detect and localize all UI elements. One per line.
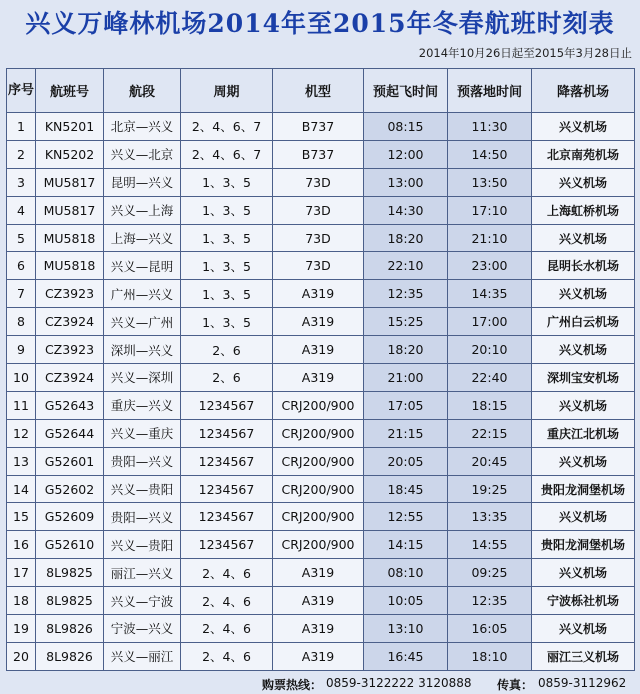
cell-seq: 4	[7, 196, 36, 224]
table-row	[7, 224, 635, 252]
cell-departure: 12:35	[364, 280, 448, 308]
cell-departure: 12:00	[364, 140, 448, 168]
cell-arrival: 18:10	[448, 642, 532, 670]
cell-days: 2、6	[181, 336, 273, 364]
header-days: 周期	[181, 69, 273, 113]
cell-days: 1234567	[181, 531, 273, 559]
cell-route: 兴义—广州	[104, 308, 181, 336]
cell-arrival: 20:10	[448, 336, 532, 364]
cell-days: 1、3、5	[181, 196, 273, 224]
cell-aircraft: CRJ200/900	[273, 419, 364, 447]
cell-days: 2、4、6、7	[181, 113, 273, 141]
table-row	[7, 559, 635, 587]
cell-days: 2、4、6	[181, 587, 273, 615]
table-row	[7, 364, 635, 392]
cell-flight: KN5202	[36, 140, 104, 168]
cell-seq: 15	[7, 503, 36, 531]
cell-departure: 21:00	[364, 364, 448, 392]
cell-route: 兴义—昆明	[104, 252, 181, 280]
cell-destination: 兴义机场	[532, 615, 635, 643]
header-flight: 航班号	[36, 69, 104, 113]
table-row	[7, 447, 635, 475]
cell-departure: 14:30	[364, 196, 448, 224]
header-destination: 降落机场	[532, 69, 635, 113]
table-row	[7, 140, 635, 168]
cell-route: 重庆—兴义	[104, 391, 181, 419]
cell-flight: G52609	[36, 503, 104, 531]
cell-route: 丽江—兴义	[104, 559, 181, 587]
cell-days: 1234567	[181, 391, 273, 419]
cell-departure: 13:00	[364, 168, 448, 196]
table-row	[7, 642, 635, 670]
cell-days: 1234567	[181, 503, 273, 531]
cell-departure: 15:25	[364, 308, 448, 336]
cell-seq: 6	[7, 252, 36, 280]
table-row	[7, 280, 635, 308]
cell-flight: G52601	[36, 447, 104, 475]
table-row	[7, 615, 635, 643]
cell-days: 1、3、5	[181, 308, 273, 336]
validity-period: 2014年10月26日起至2015年3月28日止	[418, 46, 632, 60]
cell-flight: CZ3924	[36, 364, 104, 392]
cell-seq: 13	[7, 447, 36, 475]
cell-days: 2、4、6	[181, 642, 273, 670]
cell-departure: 12:55	[364, 503, 448, 531]
cell-aircraft: 73D	[273, 252, 364, 280]
cell-seq: 2	[7, 140, 36, 168]
cell-flight: G52644	[36, 419, 104, 447]
cell-flight: CZ3924	[36, 308, 104, 336]
cell-seq: 14	[7, 475, 36, 503]
cell-destination: 贵阳龙洞堡机场	[532, 531, 635, 559]
cell-flight: 8L9826	[36, 615, 104, 643]
cell-flight: G52643	[36, 391, 104, 419]
cell-arrival: 11:30	[448, 113, 532, 141]
cell-seq: 8	[7, 308, 36, 336]
cell-flight: G52602	[36, 475, 104, 503]
cell-seq: 5	[7, 224, 36, 252]
schedule-body	[7, 113, 635, 671]
cell-aircraft: CRJ200/900	[273, 531, 364, 559]
cell-aircraft: CRJ200/900	[273, 391, 364, 419]
table-row	[7, 531, 635, 559]
hotline-value: 0859-3122222 3120888	[326, 676, 472, 690]
cell-aircraft: A319	[273, 336, 364, 364]
cell-aircraft: 73D	[273, 168, 364, 196]
cell-arrival: 14:50	[448, 140, 532, 168]
cell-flight: 8L9826	[36, 642, 104, 670]
cell-route: 上海—兴义	[104, 224, 181, 252]
cell-destination: 北京南苑机场	[532, 140, 635, 168]
cell-destination: 昆明长水机场	[532, 252, 635, 280]
cell-days: 1、3、5	[181, 168, 273, 196]
cell-flight: MU5818	[36, 224, 104, 252]
cell-destination: 兴义机场	[532, 336, 635, 364]
cell-flight: CZ3923	[36, 280, 104, 308]
cell-destination: 宁波栎社机场	[532, 587, 635, 615]
cell-route: 广州—兴义	[104, 280, 181, 308]
cell-days: 2、6	[181, 364, 273, 392]
cell-destination: 兴义机场	[532, 447, 635, 475]
cell-arrival: 13:50	[448, 168, 532, 196]
cell-route: 兴义—深圳	[104, 364, 181, 392]
page-title: 兴义万峰林机场2014年至2015年冬春航班时刻表	[25, 9, 615, 38]
cell-arrival: 22:40	[448, 364, 532, 392]
cell-route: 兴义—宁波	[104, 587, 181, 615]
header-row	[7, 69, 635, 113]
table-row	[7, 419, 635, 447]
cell-aircraft: A319	[273, 587, 364, 615]
cell-route: 深圳—兴义	[104, 336, 181, 364]
cell-destination: 广州白云机场	[532, 308, 635, 336]
cell-days: 1、3、5	[181, 252, 273, 280]
cell-arrival: 17:00	[448, 308, 532, 336]
cell-flight: CZ3923	[36, 336, 104, 364]
cell-departure: 20:05	[364, 447, 448, 475]
footer	[0, 676, 640, 694]
cell-arrival: 14:35	[448, 280, 532, 308]
header-aircraft: 机型	[273, 69, 364, 113]
cell-route: 兴义—北京	[104, 140, 181, 168]
cell-aircraft: A319	[273, 308, 364, 336]
cell-destination: 兴义机场	[532, 224, 635, 252]
cell-seq: 20	[7, 642, 36, 670]
cell-destination: 重庆江北机场	[532, 419, 635, 447]
table-row	[7, 336, 635, 364]
cell-arrival: 18:15	[448, 391, 532, 419]
cell-arrival: 12:35	[448, 587, 532, 615]
cell-days: 2、4、6、7	[181, 140, 273, 168]
cell-arrival: 09:25	[448, 559, 532, 587]
cell-arrival: 14:55	[448, 531, 532, 559]
cell-aircraft: A319	[273, 615, 364, 643]
header-seq: 序号	[7, 69, 36, 113]
cell-arrival: 21:10	[448, 224, 532, 252]
cell-aircraft: B737	[273, 140, 364, 168]
cell-days: 2、4、6	[181, 615, 273, 643]
cell-destination: 深圳宝安机场	[532, 364, 635, 392]
cell-arrival: 13:35	[448, 503, 532, 531]
cell-seq: 17	[7, 559, 36, 587]
cell-flight: MU5817	[36, 168, 104, 196]
table-row	[7, 168, 635, 196]
cell-flight: MU5817	[36, 196, 104, 224]
cell-seq: 10	[7, 364, 36, 392]
cell-arrival: 22:15	[448, 419, 532, 447]
cell-route: 北京—兴义	[104, 113, 181, 141]
cell-route: 兴义—上海	[104, 196, 181, 224]
cell-departure: 08:15	[364, 113, 448, 141]
cell-route: 贵阳—兴义	[104, 503, 181, 531]
cell-days: 2、4、6	[181, 559, 273, 587]
cell-flight: MU5818	[36, 252, 104, 280]
table-row	[7, 113, 635, 141]
cell-departure: 16:45	[364, 642, 448, 670]
cell-departure: 10:05	[364, 587, 448, 615]
cell-flight: G52610	[36, 531, 104, 559]
cell-departure: 14:15	[364, 531, 448, 559]
cell-route: 贵阳—兴义	[104, 447, 181, 475]
table-row	[7, 196, 635, 224]
cell-seq: 19	[7, 615, 36, 643]
cell-destination: 兴义机场	[532, 503, 635, 531]
cell-destination: 上海虹桥机场	[532, 196, 635, 224]
cell-seq: 1	[7, 113, 36, 141]
fax-label: 传真：	[497, 678, 534, 692]
cell-destination: 兴义机场	[532, 391, 635, 419]
cell-seq: 12	[7, 419, 36, 447]
cell-departure: 22:10	[364, 252, 448, 280]
cell-flight: 8L9825	[36, 559, 104, 587]
cell-destination: 兴义机场	[532, 280, 635, 308]
cell-departure: 21:15	[364, 419, 448, 447]
cell-departure: 18:45	[364, 475, 448, 503]
cell-destination: 兴义机场	[532, 113, 635, 141]
cell-aircraft: 73D	[273, 196, 364, 224]
cell-arrival: 16:05	[448, 615, 532, 643]
cell-route: 兴义—丽江	[104, 642, 181, 670]
cell-aircraft: 73D	[273, 224, 364, 252]
cell-destination: 丽江三义机场	[532, 642, 635, 670]
cell-destination: 兴义机场	[532, 168, 635, 196]
cell-aircraft: B737	[273, 113, 364, 141]
header-arrival: 预落地时间	[448, 69, 532, 113]
cell-route: 宁波—兴义	[104, 615, 181, 643]
cell-days: 1234567	[181, 447, 273, 475]
cell-destination: 兴义机场	[532, 559, 635, 587]
cell-route: 兴义—贵阳	[104, 475, 181, 503]
table-row	[7, 503, 635, 531]
hotline-label: 购票热线：	[262, 678, 323, 692]
cell-aircraft: A319	[273, 280, 364, 308]
fax-value: 0859-3112962	[538, 676, 627, 690]
cell-days: 1、3、5	[181, 224, 273, 252]
cell-aircraft: CRJ200/900	[273, 447, 364, 475]
table-row	[7, 252, 635, 280]
cell-days: 1234567	[181, 475, 273, 503]
cell-arrival: 20:45	[448, 447, 532, 475]
cell-seq: 7	[7, 280, 36, 308]
cell-aircraft: A319	[273, 364, 364, 392]
cell-seq: 16	[7, 531, 36, 559]
cell-flight: KN5201	[36, 113, 104, 141]
header-departure: 预起飞时间	[364, 69, 448, 113]
cell-departure: 13:10	[364, 615, 448, 643]
cell-arrival: 19:25	[448, 475, 532, 503]
cell-departure: 18:20	[364, 336, 448, 364]
cell-aircraft: A319	[273, 642, 364, 670]
cell-days: 1、3、5	[181, 280, 273, 308]
cell-days: 1234567	[181, 419, 273, 447]
cell-seq: 18	[7, 587, 36, 615]
cell-seq: 3	[7, 168, 36, 196]
table-row	[7, 475, 635, 503]
table-row	[7, 391, 635, 419]
header-route: 航段	[104, 69, 181, 113]
cell-seq: 11	[7, 391, 36, 419]
cell-route: 兴义—贵阳	[104, 531, 181, 559]
cell-route: 昆明—兴义	[104, 168, 181, 196]
cell-aircraft: CRJ200/900	[273, 503, 364, 531]
table-row	[7, 587, 635, 615]
cell-route: 兴义—重庆	[104, 419, 181, 447]
cell-departure: 17:05	[364, 391, 448, 419]
table-row	[7, 308, 635, 336]
cell-flight: 8L9825	[36, 587, 104, 615]
cell-arrival: 23:00	[448, 252, 532, 280]
cell-aircraft: CRJ200/900	[273, 475, 364, 503]
flight-schedule-table	[6, 68, 635, 671]
cell-departure: 08:10	[364, 559, 448, 587]
cell-aircraft: A319	[273, 559, 364, 587]
cell-seq: 9	[7, 336, 36, 364]
cell-arrival: 17:10	[448, 196, 532, 224]
cell-departure: 18:20	[364, 224, 448, 252]
cell-destination: 贵阳龙洞堡机场	[532, 475, 635, 503]
